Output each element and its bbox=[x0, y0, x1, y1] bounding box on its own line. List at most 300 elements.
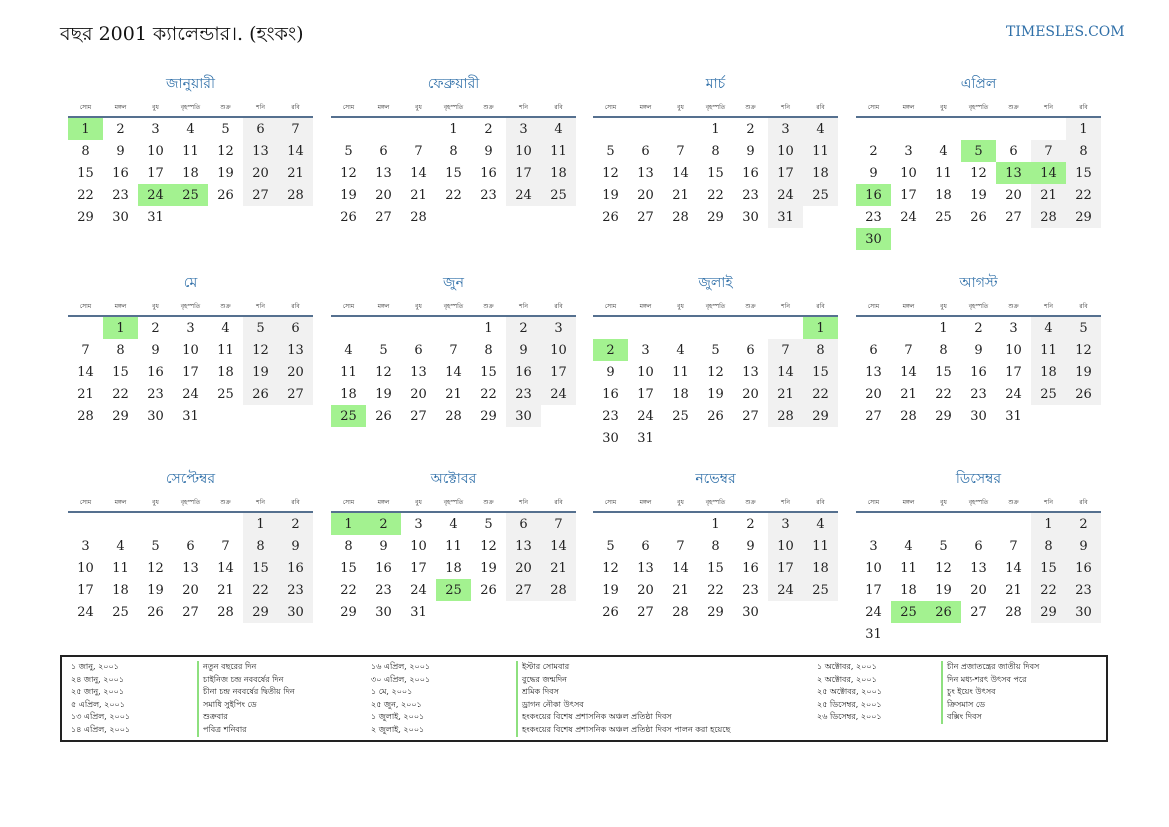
empty-cell bbox=[803, 427, 838, 449]
day-cell: 24 bbox=[541, 383, 576, 405]
day-cell: 28 bbox=[278, 184, 313, 206]
day-cell: 23 bbox=[375, 582, 392, 598]
day-cell: 31 bbox=[637, 430, 654, 446]
empty-cell bbox=[1031, 117, 1066, 140]
day-cell: 7 bbox=[768, 339, 803, 361]
day-cell: 28 bbox=[768, 405, 803, 427]
day-cell: 4 bbox=[541, 117, 576, 140]
day-cell: 31 bbox=[1005, 408, 1022, 424]
day-cell: 14 bbox=[672, 560, 689, 576]
holiday-name: বুদ্ধের জন্মদিন bbox=[516, 674, 730, 687]
month-grid bbox=[593, 297, 838, 449]
day-cell: 28 bbox=[410, 209, 427, 225]
day-cell: 18 bbox=[217, 364, 234, 380]
day-cell: 4 bbox=[676, 342, 685, 358]
weekday-header: মঙ্গল bbox=[103, 98, 138, 117]
day-cell: 30 bbox=[602, 430, 619, 446]
empty-cell bbox=[401, 316, 436, 339]
day-cell: 17 bbox=[506, 162, 541, 184]
day-cell: 4 bbox=[221, 320, 230, 336]
day-cell: 12 bbox=[602, 560, 619, 576]
day-cell: 2 bbox=[593, 339, 628, 361]
day-cell: 19 bbox=[243, 361, 278, 383]
holiday-date: ২৪ জানু, ২০০১ bbox=[71, 674, 125, 684]
day-cell: 12 bbox=[1066, 339, 1101, 361]
day-cell: 8 bbox=[939, 342, 948, 358]
empty-cell bbox=[803, 601, 838, 623]
day-cell: 9 bbox=[278, 535, 313, 557]
day-cell: 9 bbox=[746, 143, 755, 159]
day-cell: 27 bbox=[865, 408, 882, 424]
weekday-header: সোম bbox=[593, 297, 628, 316]
day-cell: 21 bbox=[900, 386, 917, 402]
day-cell: 13 bbox=[637, 165, 654, 181]
holiday-date: ২ জুলাই, ২০০১ bbox=[371, 724, 425, 734]
day-cell: 3 bbox=[768, 117, 803, 140]
holiday-date: ১ জানু, ২০০১ bbox=[71, 662, 119, 671]
day-cell: 18 bbox=[182, 165, 199, 181]
holiday-date: ২৬ ডিসেম্বর, ২০০১ bbox=[817, 712, 882, 722]
day-cell: 2 bbox=[746, 121, 755, 137]
day-cell: 1 bbox=[939, 320, 948, 336]
day-cell: 15 bbox=[707, 560, 724, 576]
weekday-header: শুক্র bbox=[996, 98, 1031, 117]
month-name: এপ্রিল bbox=[960, 76, 997, 92]
weekday-header: শুক্র bbox=[733, 493, 768, 512]
day-cell: 12 bbox=[970, 165, 987, 181]
holiday-date: ১ জুলাই, ২০০১ bbox=[371, 712, 425, 722]
day-cell: 22 bbox=[445, 187, 462, 203]
empty-cell bbox=[961, 623, 996, 645]
weekday-header: মঙ্গল bbox=[891, 493, 926, 512]
day-cell: 13 bbox=[970, 560, 987, 576]
weekday-header: শনি bbox=[768, 297, 803, 316]
weekday-header: রবি bbox=[278, 98, 313, 117]
day-cell: 17 bbox=[865, 582, 882, 598]
day-cell: 15 bbox=[803, 361, 838, 383]
day-cell: 20 bbox=[506, 557, 541, 579]
holiday-list bbox=[60, 655, 1108, 742]
weekday-header: বৃহস্পতি bbox=[436, 98, 471, 117]
day-cell: 3 bbox=[904, 143, 913, 159]
day-cell: 16 bbox=[147, 364, 164, 380]
weekday-header: বুধ bbox=[138, 297, 173, 316]
day-cell: 4 bbox=[116, 538, 125, 554]
day-cell: 24 bbox=[77, 604, 94, 620]
weekday-header: বুধ bbox=[401, 493, 436, 512]
day-cell: 5 bbox=[379, 342, 388, 358]
day-cell: 19 bbox=[375, 386, 392, 402]
empty-cell bbox=[926, 117, 961, 140]
weekday-header: শুক্র bbox=[208, 297, 243, 316]
day-cell: 21 bbox=[217, 582, 234, 598]
day-cell: 4 bbox=[803, 117, 838, 140]
empty-cell bbox=[663, 512, 698, 535]
empty-cell bbox=[768, 427, 803, 449]
weekday-header: বুধ bbox=[663, 98, 698, 117]
day-cell: 29 bbox=[707, 209, 724, 225]
day-cell: 27 bbox=[182, 604, 199, 620]
day-cell: 6 bbox=[869, 342, 878, 358]
day-cell: 29 bbox=[803, 405, 838, 427]
day-cell: 29 bbox=[1031, 601, 1066, 623]
empty-cell bbox=[926, 512, 961, 535]
holiday-date: ১৬ এপ্রিল, ২০০১ bbox=[371, 662, 431, 671]
day-cell: 2 bbox=[151, 320, 160, 336]
day-cell: 27 bbox=[243, 184, 278, 206]
weekday-header: রবি bbox=[1066, 493, 1101, 512]
holiday-names-column-3 bbox=[941, 661, 1039, 724]
day-cell: 22 bbox=[1031, 579, 1066, 601]
day-cell: 15 bbox=[243, 557, 278, 579]
day-cell: 26 bbox=[970, 209, 987, 225]
weekday-header: সোম bbox=[856, 493, 891, 512]
day-cell: 6 bbox=[414, 342, 423, 358]
month-calendar bbox=[593, 76, 838, 228]
weekday-header: সোম bbox=[331, 98, 366, 117]
holiday-dates-column-1 bbox=[71, 661, 130, 737]
day-cell: 30 bbox=[1066, 601, 1101, 623]
day-cell: 23 bbox=[112, 187, 129, 203]
month-calendar bbox=[68, 76, 313, 228]
day-cell: 19 bbox=[707, 386, 724, 402]
month-grid bbox=[331, 297, 576, 427]
day-cell: 19 bbox=[147, 582, 164, 598]
weekday-header: রবি bbox=[803, 98, 838, 117]
empty-cell bbox=[541, 206, 576, 228]
day-cell: 8 bbox=[449, 143, 458, 159]
day-cell: 5 bbox=[484, 516, 493, 532]
day-cell: 21 bbox=[1031, 184, 1066, 206]
weekday-header: বৃহস্পতি bbox=[698, 98, 733, 117]
empty-cell bbox=[68, 512, 103, 535]
day-cell: 19 bbox=[340, 187, 357, 203]
day-cell: 10 bbox=[410, 538, 427, 554]
day-cell: 3 bbox=[1009, 320, 1018, 336]
day-cell: 23 bbox=[480, 187, 497, 203]
day-cell: 12 bbox=[935, 560, 952, 576]
day-cell: 25 bbox=[672, 408, 689, 424]
day-cell: 11 bbox=[182, 143, 199, 159]
day-cell: 19 bbox=[935, 582, 952, 598]
weekday-header: শুক্র bbox=[471, 493, 506, 512]
empty-cell bbox=[208, 206, 243, 228]
day-cell: 7 bbox=[676, 538, 685, 554]
day-cell: 25 bbox=[935, 209, 952, 225]
day-cell: 27 bbox=[1005, 209, 1022, 225]
holiday-date: ২৫ অক্টোবর, ২০০১ bbox=[817, 687, 882, 697]
empty-cell bbox=[961, 228, 996, 250]
day-cell: 15 bbox=[1031, 557, 1066, 579]
empty-cell bbox=[593, 117, 628, 140]
day-cell: 3 bbox=[506, 117, 541, 140]
empty-cell bbox=[366, 316, 401, 339]
day-cell: 17 bbox=[768, 557, 803, 579]
day-cell: 5 bbox=[606, 143, 615, 159]
holiday-name: চাইনিজ চন্দ্র নববর্ষের দিন bbox=[197, 674, 295, 687]
empty-cell bbox=[243, 206, 278, 228]
weekday-header: সোম bbox=[856, 98, 891, 117]
month-calendar bbox=[593, 275, 838, 449]
day-cell: 7 bbox=[81, 342, 90, 358]
day-cell: 27 bbox=[637, 604, 654, 620]
month-calendar bbox=[856, 275, 1101, 427]
weekday-header: শনি bbox=[768, 493, 803, 512]
weekday-header: সোম bbox=[331, 493, 366, 512]
day-cell: 1 bbox=[1031, 512, 1066, 535]
holiday-date: ২ অক্টোবর, ২০০১ bbox=[817, 674, 877, 684]
month-grid bbox=[856, 297, 1101, 427]
month-name: জুন bbox=[443, 275, 464, 291]
day-cell: 7 bbox=[904, 342, 913, 358]
empty-cell bbox=[856, 316, 891, 339]
day-cell: 19 bbox=[602, 582, 619, 598]
day-cell: 25 bbox=[891, 601, 926, 623]
day-cell: 15 bbox=[480, 364, 497, 380]
day-cell: 29 bbox=[480, 408, 497, 424]
empty-cell bbox=[663, 117, 698, 140]
day-cell: 10 bbox=[77, 560, 94, 576]
weekday-header: বৃহস্পতি bbox=[698, 297, 733, 316]
day-cell: 7 bbox=[1031, 140, 1066, 162]
weekday-header: সোম bbox=[68, 297, 103, 316]
empty-cell bbox=[698, 427, 733, 449]
empty-cell bbox=[891, 316, 926, 339]
day-cell: 29 bbox=[1066, 206, 1101, 228]
weekday-header: রবি bbox=[803, 297, 838, 316]
weekday-header: বৃহস্পতি bbox=[173, 98, 208, 117]
day-cell: 20 bbox=[865, 386, 882, 402]
day-cell: 26 bbox=[375, 408, 392, 424]
day-cell: 31 bbox=[410, 604, 427, 620]
month-grid bbox=[856, 493, 1101, 645]
day-cell: 26 bbox=[480, 582, 497, 598]
empty-cell bbox=[208, 405, 243, 427]
day-cell: 20 bbox=[1005, 187, 1022, 203]
day-cell: 8 bbox=[711, 538, 720, 554]
empty-cell bbox=[1066, 623, 1101, 645]
empty-cell bbox=[173, 206, 208, 228]
day-cell: 15 bbox=[340, 560, 357, 576]
holiday-date: ১ মে, ২০০১ bbox=[371, 687, 413, 697]
empty-cell bbox=[243, 405, 278, 427]
day-cell: 5 bbox=[606, 538, 615, 554]
day-cell: 2 bbox=[366, 512, 401, 535]
day-cell: 7 bbox=[541, 512, 576, 535]
weekday-header: শনি bbox=[506, 297, 541, 316]
day-cell: 23 bbox=[1066, 579, 1101, 601]
day-cell: 6 bbox=[641, 538, 650, 554]
day-cell: 13 bbox=[375, 165, 392, 181]
day-cell: 30 bbox=[742, 209, 759, 225]
day-cell: 24 bbox=[410, 582, 427, 598]
day-cell: 24 bbox=[138, 184, 173, 206]
day-cell: 29 bbox=[243, 601, 278, 623]
weekday-header: মঙ্গল bbox=[103, 493, 138, 512]
empty-cell bbox=[541, 405, 576, 427]
day-cell: 24 bbox=[506, 184, 541, 206]
day-cell: 6 bbox=[746, 342, 755, 358]
month-grid bbox=[593, 98, 838, 228]
day-cell: 15 bbox=[935, 364, 952, 380]
day-cell: 16 bbox=[375, 560, 392, 576]
empty-cell bbox=[628, 512, 663, 535]
day-cell: 14 bbox=[410, 165, 427, 181]
day-cell: 28 bbox=[217, 604, 234, 620]
empty-cell bbox=[278, 206, 313, 228]
weekday-header: শুক্র bbox=[471, 297, 506, 316]
weekday-header: শুক্র bbox=[471, 98, 506, 117]
empty-cell bbox=[891, 623, 926, 645]
day-cell: 19 bbox=[217, 165, 234, 181]
day-cell: 9 bbox=[974, 342, 983, 358]
holiday-name: ইস্টার সোমবার bbox=[516, 661, 730, 674]
site-link[interactable]: TIMESLES.COM bbox=[1006, 24, 1125, 40]
day-cell: 13 bbox=[996, 162, 1031, 184]
day-cell: 18 bbox=[935, 187, 952, 203]
day-cell: 16 bbox=[602, 386, 619, 402]
weekday-header: বুধ bbox=[138, 493, 173, 512]
day-cell: 28 bbox=[900, 408, 917, 424]
empty-cell bbox=[278, 405, 313, 427]
day-cell: 7 bbox=[676, 143, 685, 159]
day-cell: 25 bbox=[331, 405, 366, 427]
empty-cell bbox=[471, 206, 506, 228]
day-cell: 2 bbox=[746, 516, 755, 532]
day-cell: 21 bbox=[278, 162, 313, 184]
day-cell: 5 bbox=[711, 342, 720, 358]
empty-cell bbox=[926, 228, 961, 250]
day-cell: 3 bbox=[414, 516, 423, 532]
weekday-header: শনি bbox=[243, 493, 278, 512]
weekday-header: বৃহস্পতি bbox=[436, 493, 471, 512]
day-cell: 13 bbox=[637, 560, 654, 576]
day-cell: 30 bbox=[506, 405, 541, 427]
day-cell: 14 bbox=[900, 364, 917, 380]
day-cell: 14 bbox=[672, 165, 689, 181]
day-cell: 28 bbox=[541, 579, 576, 601]
day-cell: 25 bbox=[436, 579, 471, 601]
day-cell: 18 bbox=[445, 560, 462, 576]
weekday-header: শনি bbox=[1031, 297, 1066, 316]
weekday-header: শনি bbox=[243, 297, 278, 316]
weekday-header: সোম bbox=[68, 493, 103, 512]
day-cell: 17 bbox=[541, 361, 576, 383]
day-cell: 17 bbox=[410, 560, 427, 576]
day-cell: 19 bbox=[970, 187, 987, 203]
holiday-date: ২৫ জুন, ২০০১ bbox=[371, 699, 422, 709]
day-cell: 5 bbox=[939, 538, 948, 554]
holiday-name: বক্সিং দিবস bbox=[941, 711, 1039, 724]
day-cell: 24 bbox=[768, 184, 803, 206]
weekday-header: শনি bbox=[768, 98, 803, 117]
holiday-name: হংকংয়ের বিশেষ প্রশাসনিক অঞ্চল প্রতিষ্ঠা দিবস bbox=[516, 711, 730, 724]
weekday-header: মঙ্গল bbox=[628, 98, 663, 117]
day-cell: 3 bbox=[81, 538, 90, 554]
month-name: ডিসেম্বর bbox=[955, 471, 1002, 487]
day-cell: 13 bbox=[182, 560, 199, 576]
day-cell: 9 bbox=[606, 364, 615, 380]
day-cell: 4 bbox=[1031, 316, 1066, 339]
day-cell: 15 bbox=[445, 165, 462, 181]
empty-cell bbox=[926, 623, 961, 645]
day-cell: 9 bbox=[379, 538, 388, 554]
weekday-header: মঙ্গল bbox=[628, 493, 663, 512]
weekday-header: শুক্র bbox=[208, 493, 243, 512]
day-cell: 4 bbox=[344, 342, 353, 358]
empty-cell bbox=[1031, 228, 1066, 250]
day-cell: 21 bbox=[445, 386, 462, 402]
day-cell: 20 bbox=[637, 582, 654, 598]
month-calendar bbox=[856, 471, 1101, 645]
day-cell: 3 bbox=[869, 538, 878, 554]
day-cell: 9 bbox=[746, 538, 755, 554]
day-cell: 12 bbox=[375, 364, 392, 380]
weekday-header: মঙ্গল bbox=[366, 493, 401, 512]
day-cell: 14 bbox=[768, 361, 803, 383]
empty-cell bbox=[891, 117, 926, 140]
day-cell: 1 bbox=[1066, 117, 1101, 140]
month-name: মে bbox=[183, 275, 198, 291]
day-cell: 18 bbox=[541, 162, 576, 184]
day-cell: 28 bbox=[672, 209, 689, 225]
weekday-header: শুক্র bbox=[208, 98, 243, 117]
day-cell: 13 bbox=[865, 364, 882, 380]
empty-cell bbox=[103, 512, 138, 535]
day-cell: 3 bbox=[768, 512, 803, 535]
holiday-name: হংকংয়ের বিশেষ প্রশাসনিক অঞ্চল প্রতিষ্ঠা দিবস পালন করা হয়েছে bbox=[516, 724, 730, 737]
weekday-header: শুক্র bbox=[733, 98, 768, 117]
day-cell: 4 bbox=[803, 512, 838, 535]
empty-cell bbox=[663, 316, 698, 339]
empty-cell bbox=[1031, 623, 1066, 645]
day-cell: 20 bbox=[278, 361, 313, 383]
holiday-name: পবিত্র শনিবার bbox=[197, 724, 295, 737]
day-cell: 3 bbox=[186, 320, 195, 336]
day-cell: 10 bbox=[506, 140, 541, 162]
weekday-header: রবি bbox=[1066, 297, 1101, 316]
empty-cell bbox=[628, 316, 663, 339]
holiday-name: সমাধি সুইপিং ডে bbox=[197, 699, 295, 712]
day-cell: 6 bbox=[974, 538, 983, 554]
day-cell: 13 bbox=[278, 339, 313, 361]
day-cell: 5 bbox=[961, 140, 996, 162]
day-cell: 23 bbox=[970, 386, 987, 402]
empty-cell bbox=[593, 512, 628, 535]
day-cell: 6 bbox=[379, 143, 388, 159]
weekday-header: বৃহস্পতি bbox=[436, 297, 471, 316]
day-cell: 22 bbox=[707, 187, 724, 203]
holiday-dates-column-3 bbox=[817, 661, 882, 724]
day-cell: 27 bbox=[637, 209, 654, 225]
day-cell: 4 bbox=[904, 538, 913, 554]
empty-cell bbox=[891, 512, 926, 535]
day-cell: 23 bbox=[506, 383, 541, 405]
weekday-header: মঙ্গল bbox=[891, 98, 926, 117]
day-cell: 17 bbox=[900, 187, 917, 203]
empty-cell bbox=[996, 623, 1031, 645]
empty-cell bbox=[698, 316, 733, 339]
month-calendar bbox=[856, 76, 1101, 250]
day-cell: 6 bbox=[186, 538, 195, 554]
day-cell: 24 bbox=[768, 579, 803, 601]
day-cell: 3 bbox=[541, 316, 576, 339]
day-cell: 15 bbox=[112, 364, 129, 380]
day-cell: 29 bbox=[935, 408, 952, 424]
day-cell: 10 bbox=[147, 143, 164, 159]
day-cell: 2 bbox=[484, 121, 493, 137]
day-cell: 4 bbox=[186, 121, 195, 137]
